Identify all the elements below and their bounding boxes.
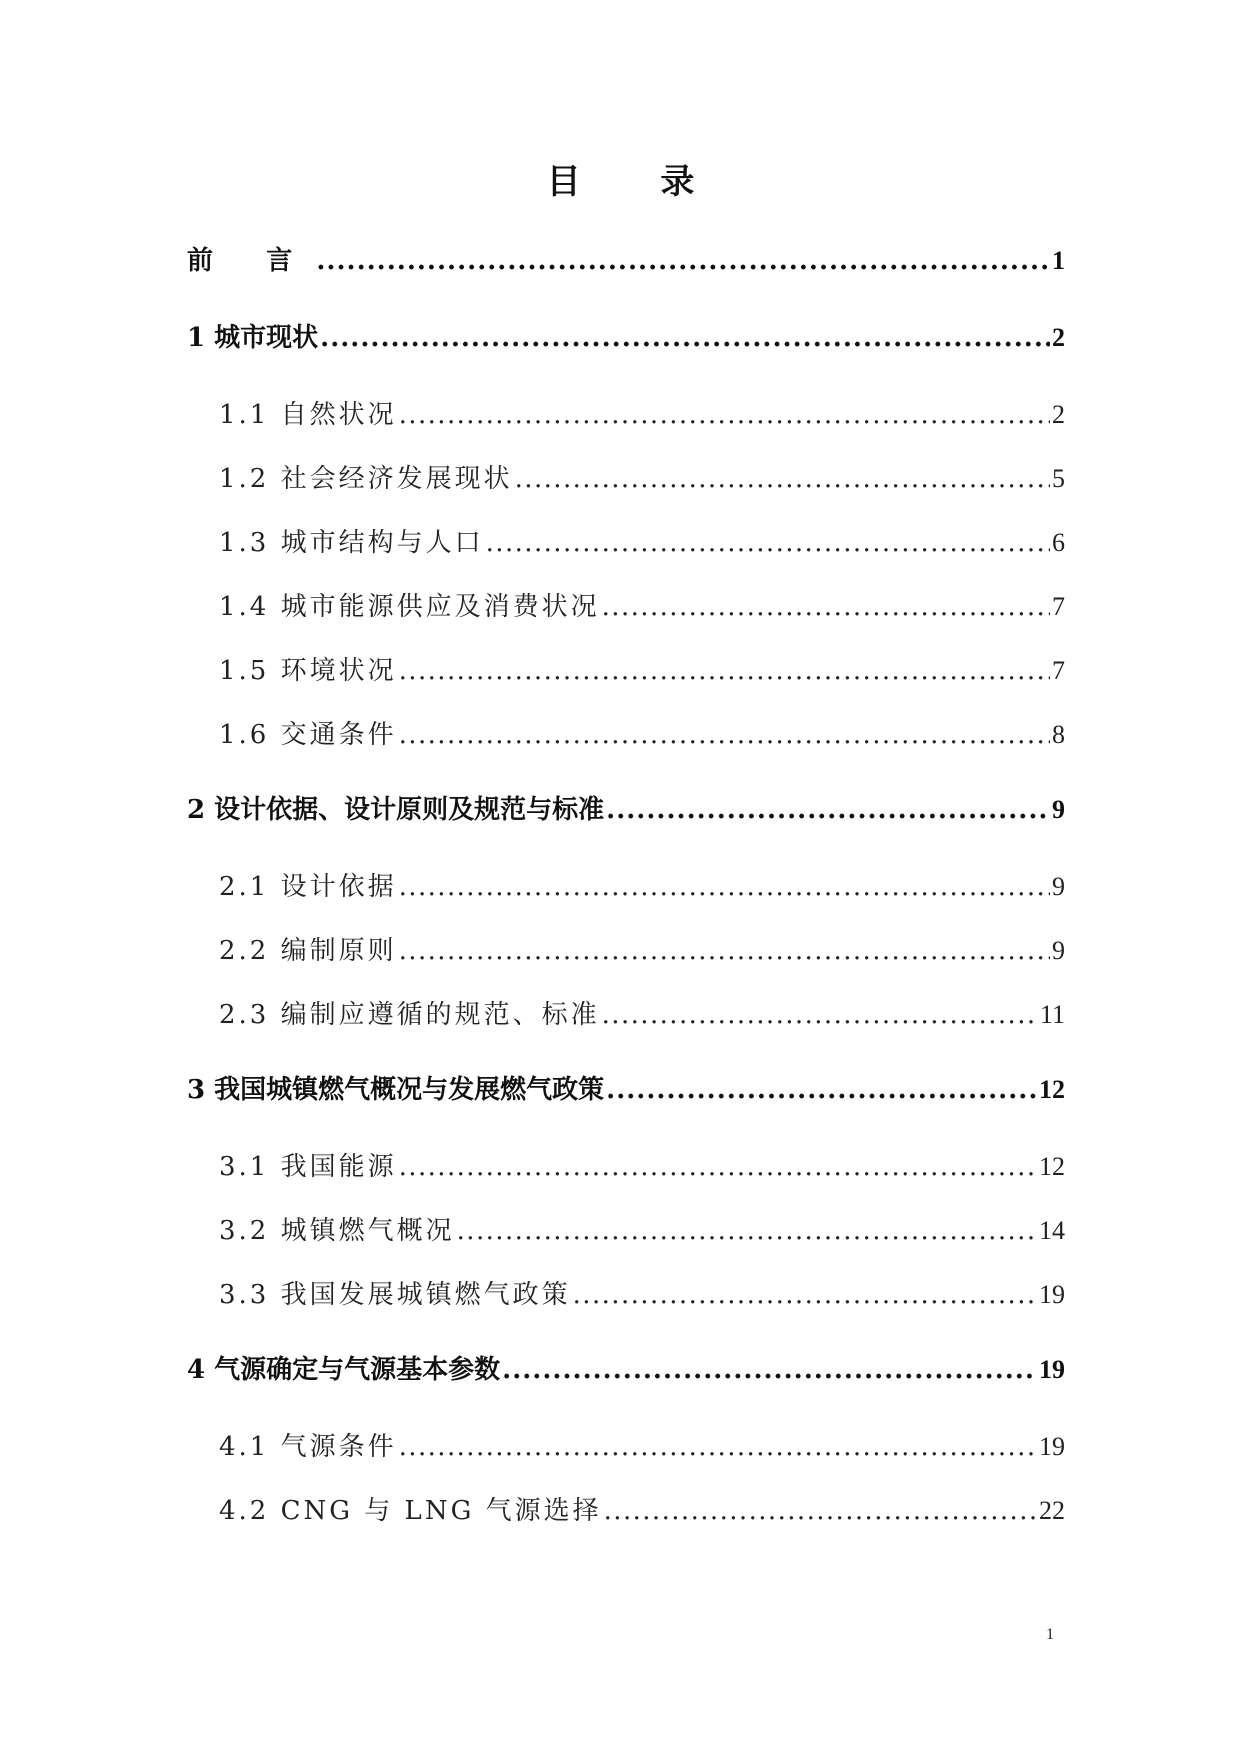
dot-leader	[573, 1270, 1037, 1320]
toc-entry-chapter-4[interactable]	[187, 1345, 1065, 1422]
toc-entry-section-2-1[interactable]	[187, 862, 1065, 926]
dot-leader	[606, 1065, 1037, 1115]
dot-leader	[602, 990, 1038, 1040]
toc-entry-section-2-2[interactable]	[187, 926, 1065, 990]
toc-entry-page: 9	[1052, 936, 1065, 965]
dot-leader	[606, 785, 1050, 835]
toc-entry-section-1-2[interactable]	[187, 454, 1065, 518]
toc-entry-page: 9	[1052, 872, 1065, 901]
page-number: 1	[1046, 1626, 1054, 1643]
toc-entry-section-4-2[interactable]	[187, 1486, 1065, 1550]
toc-entry-label: 3 我国城镇燃气概况与发展燃气政策	[187, 1075, 605, 1105]
dot-leader	[515, 454, 1050, 504]
dot-leader	[457, 1206, 1037, 1256]
toc-entry-preface[interactable]	[187, 236, 1065, 313]
toc-entry-section-4-1[interactable]	[187, 1422, 1065, 1486]
toc-entry-label: 4 气源确定与气源基本参数	[187, 1355, 501, 1385]
toc-entry-page: 19	[1039, 1355, 1065, 1384]
toc-entry-section-1-5[interactable]	[187, 646, 1065, 710]
table-of-contents	[187, 236, 1065, 1550]
toc-entry-page: 6	[1052, 528, 1065, 557]
toc-entry-page: 12	[1039, 1075, 1065, 1104]
dot-leader	[399, 710, 1050, 760]
toc-entry-label: 1.5 环境状况	[219, 656, 397, 686]
toc-entry-label: 2.1 设计依据	[219, 872, 397, 902]
toc-entry-page: 5	[1052, 464, 1065, 493]
toc-entry-page: 2	[1052, 323, 1065, 352]
dot-leader	[320, 313, 1050, 363]
toc-entry-section-1-1[interactable]	[187, 390, 1065, 454]
dot-leader	[399, 646, 1050, 696]
toc-entry-page: 14	[1039, 1216, 1065, 1245]
toc-entry-label: 3.1 我国能源	[219, 1152, 397, 1182]
toc-entry-label: 2.2 编制原则	[219, 936, 397, 966]
toc-entry-page: 19	[1039, 1432, 1065, 1461]
toc-entry-page: 1	[1052, 246, 1065, 275]
toc-entry-section-3-2[interactable]	[187, 1206, 1065, 1270]
toc-entry-label: 3.3 我国发展城镇燃气政策	[219, 1280, 571, 1310]
dot-leader	[399, 1142, 1037, 1192]
dot-leader	[399, 862, 1050, 912]
toc-entry-page: 22	[1039, 1496, 1065, 1525]
toc-entry-page: 9	[1052, 795, 1065, 824]
dot-leader	[486, 518, 1050, 568]
toc-entry-section-3-1[interactable]	[187, 1142, 1065, 1206]
toc-entry-chapter-1[interactable]	[187, 313, 1065, 390]
toc-entry-page: 12	[1039, 1152, 1065, 1181]
toc-entry-page: 8	[1052, 720, 1065, 749]
dot-leader	[502, 1345, 1037, 1395]
toc-entry-section-1-4[interactable]	[187, 582, 1065, 646]
toc-entry-page: 7	[1052, 592, 1065, 621]
toc-entry-label: 2.3 编制应遵循的规范、标准	[219, 1000, 600, 1030]
toc-entry-section-3-3[interactable]	[187, 1270, 1065, 1345]
toc-entry-label: 4.1 气源条件	[219, 1432, 397, 1462]
toc-entry-label: 1.3 城市结构与人口	[219, 528, 484, 558]
toc-entry-label: 3.2 城镇燃气概况	[219, 1216, 455, 1246]
dot-leader	[399, 390, 1050, 440]
dot-leader	[399, 1422, 1037, 1472]
toc-entry-page: 11	[1039, 1000, 1065, 1029]
dot-leader	[602, 582, 1050, 632]
dot-leader	[316, 236, 1050, 286]
toc-title: 目 录	[546, 162, 729, 202]
toc-entry-section-1-6[interactable]	[187, 710, 1065, 785]
toc-entry-label: 前 言	[187, 246, 315, 276]
toc-entry-label: 1.2 社会经济发展现状	[219, 464, 513, 494]
dot-leader	[399, 926, 1050, 976]
toc-entry-chapter-2[interactable]	[187, 785, 1065, 862]
toc-entry-label: 1.1 自然状况	[219, 400, 397, 430]
toc-entry-label: 1.4 城市能源供应及消费状况	[219, 592, 600, 622]
toc-entry-label: 2 设计依据、设计原则及规范与标准	[187, 795, 605, 825]
toc-entry-page: 7	[1052, 656, 1065, 685]
toc-entry-label: 1 城市现状	[187, 323, 319, 353]
toc-entry-page: 2	[1052, 400, 1065, 429]
toc-entry-page: 19	[1039, 1280, 1065, 1309]
toc-entry-chapter-3[interactable]	[187, 1065, 1065, 1142]
toc-entry-section-2-3[interactable]	[187, 990, 1065, 1065]
toc-entry-label: 4.2 CNG 与 LNG 气源选择	[219, 1496, 602, 1526]
toc-entry-section-1-3[interactable]	[187, 518, 1065, 582]
dot-leader	[604, 1486, 1037, 1536]
toc-entry-label: 1.6 交通条件	[219, 720, 397, 750]
